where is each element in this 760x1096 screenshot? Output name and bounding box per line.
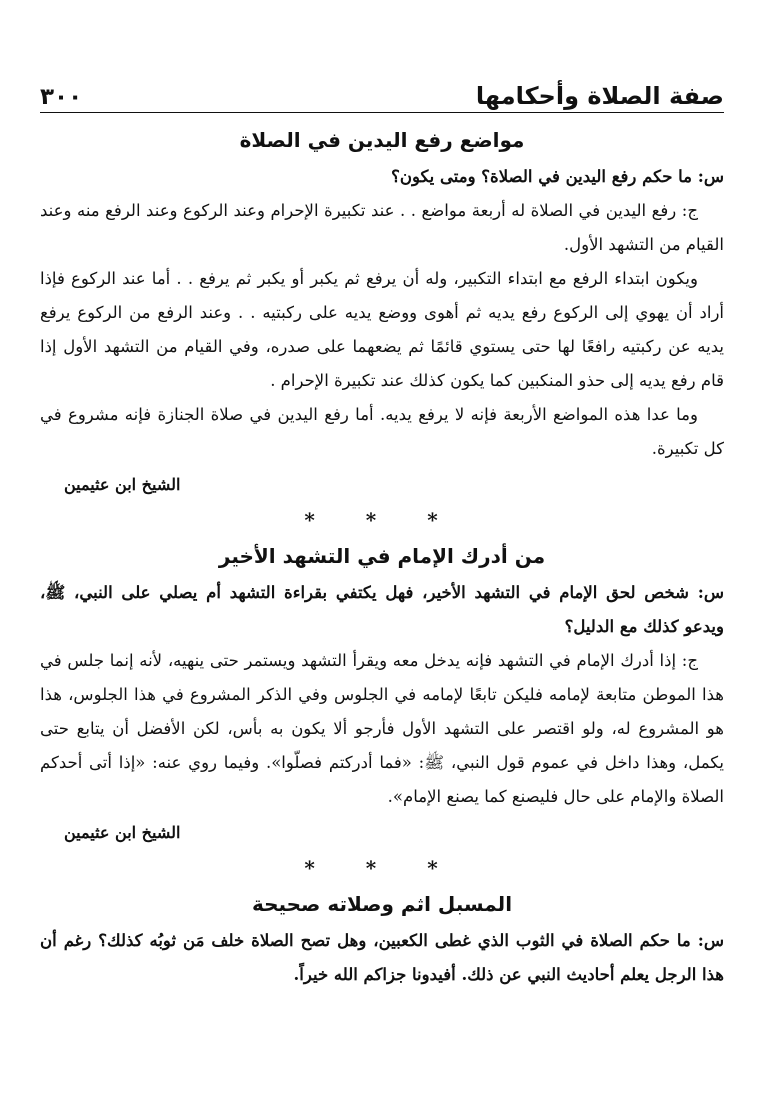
page-content	[40, 120, 724, 992]
running-title: صفة الصلاة وأحكامها	[475, 82, 724, 110]
header-rule	[40, 112, 724, 113]
sheikh-attribution: الشيخ ابن عثيمين	[64, 823, 181, 842]
answer-paragraph: ج: رفع اليدين في الصلاة له أربعة مواضع . . عند تكبيرة الإحرام وعند الركوع وعند الرفع منه وعند القيام من التشهد الأول.	[40, 201, 724, 254]
section-separator: * * *	[304, 856, 460, 880]
answer-paragraph: وما عدا هذه المواضع الأربعة فإنه لا يرفع يديه. أما رفع اليدين في صلاة الجنازة فإنه مشروع في كل تكبيرة.	[40, 405, 724, 458]
section-title: من أدرك الإمام في التشهد الأخير	[218, 544, 546, 568]
section-title: المسبل اثم وصلاته صحيحة	[251, 892, 513, 916]
answer-paragraph: ويكون ابتداء الرفع مع ابتداء التكبير، وله أن يرفع ثم يكبر أو يكبر ثم يرفع . . أما عند الركوع فإذا أراد أن يهوي إلى الركوع رفع يديه ثم أهوى ووضع يديه على ركبتيه . . وعند الرفع من الركوع يرفع يديه عن ركبتيه رافعًا لها حتى يستوي قائمًا ثم يضعهما على صدره، وفي القيام من التشهد الأول إذا قام رفع يديه إلى حذو المنكبين كما يكون كذلك عند تكبيرة الإحرام .	[40, 269, 724, 390]
question-text: س: ما حكم رفع اليدين في الصلاة؟ ومتى يكون؟	[391, 167, 724, 186]
answer-paragraph: ج: إذا أدرك الإمام في التشهد فإنه يدخل معه ويقرأ التشهد ويستمر حتى ينهيه، لأنه إنما جلس في هذا الموطن متابعة لإمامه فليكن تابعًا لإمامه في الجلوس وفي الذكر المشروع في هذا الجلوس، هذا هو المشروع له، ولو اقتصر على التشهد الأول فأرجو ألا يكون به بأس، لكن الأفضل أن يتابع حتى يكمل، وهذا داخل في عموم قول النبي، ﷺ: «فما أدركتم فصلّوا». وفيما روي عنه: «إذا أتى أحدكم الصلاة والإمام على حال فليصنع كما يصنع الإمام».	[40, 651, 724, 806]
question-text: س: شخص لحق الإمام في التشهد الأخير، فهل يكتفي بقراءة التشهد أم يصلي على النبي، ﷺ، ويدعو كذلك مع الدليل؟	[40, 583, 724, 636]
sheikh-attribution: الشيخ ابن عثيمين	[64, 475, 181, 494]
section-separator: * * *	[304, 508, 460, 532]
page-number: ٣٠٠	[40, 84, 83, 110]
question-text: س: ما حكم الصلاة في الثوب الذي غطى الكعبين، وهل تصح الصلاة خلف مَن ثوبُه كذلك؟ رغم أن هذا الرجل يعلم أحاديث النبي عن ذلك. أفيدونا جزاكم الله خيراً.	[40, 931, 724, 984]
page-header	[40, 70, 724, 110]
section-title: مواضع رفع اليدين في الصلاة	[239, 128, 525, 152]
